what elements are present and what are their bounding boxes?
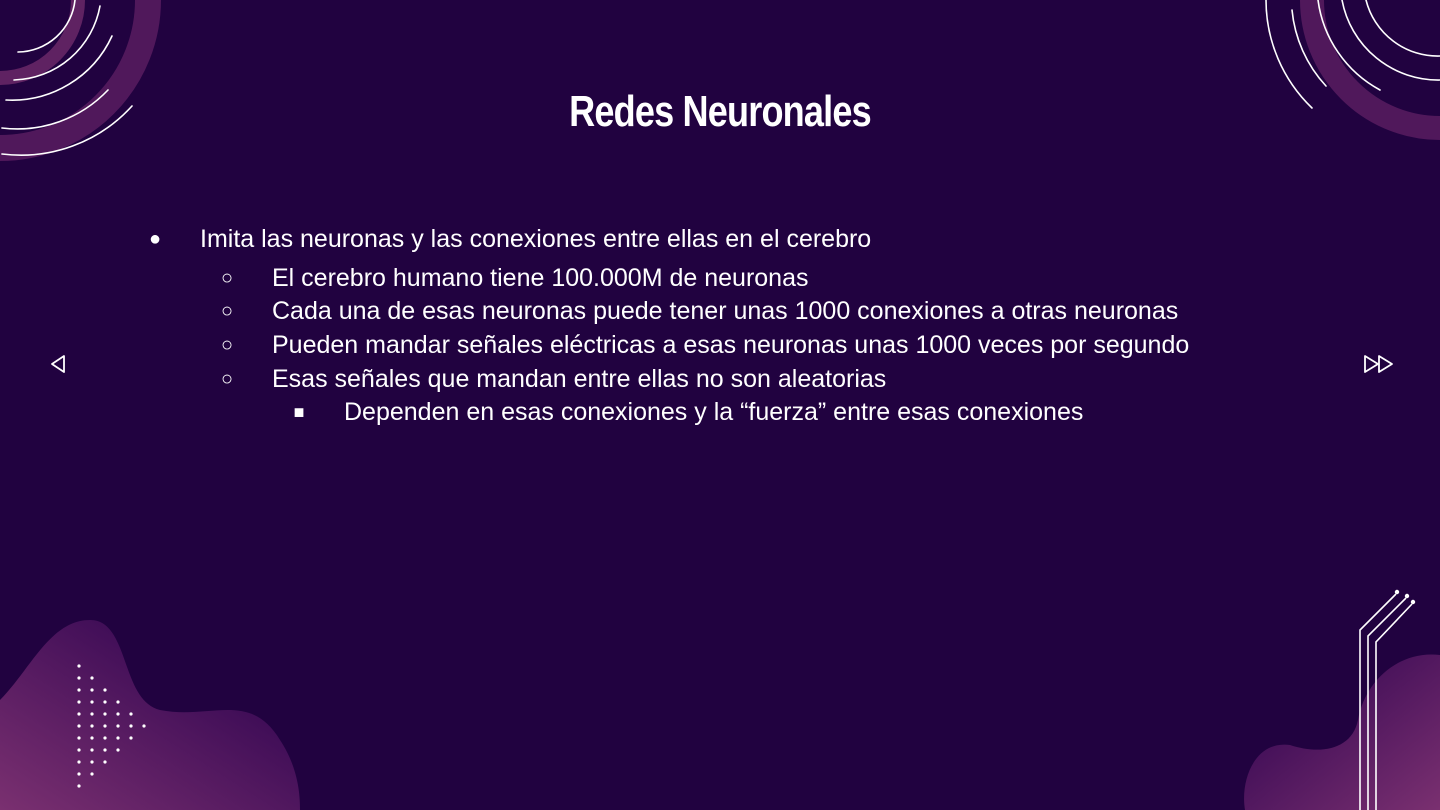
bottom-left-blob: [0, 620, 300, 810]
prev-slide-button[interactable]: [36, 346, 80, 382]
bullet-text: Esas señales que mandan entre ellas no son aleatorias: [272, 365, 887, 393]
bullet-marker: ■: [293, 402, 305, 422]
bullet-text: El cerebro humano tiene 100.000M de neuronas: [272, 264, 809, 292]
bullet-text: Pueden mandar señales eléctricas a esas neuronas unas 1000 veces por segundo: [272, 331, 1190, 359]
bullet-text: Dependen en esas conexiones y la “fuerza” entre esas conexiones: [344, 398, 1084, 426]
fast-forward-icon: [1362, 353, 1398, 375]
slide-title: Redes Neuronales: [569, 87, 871, 136]
bottom-right-blob: [1244, 654, 1440, 810]
top-left-arcs: [0, 0, 148, 155]
bullet-marker: ○: [220, 267, 234, 289]
next-slide-button[interactable]: [1358, 346, 1402, 382]
circuit-lines: [1360, 594, 1412, 810]
bullet-text: Imita las neuronas y las conexiones entre ellas en el cerebro: [200, 225, 872, 253]
triangle-left-icon: [48, 353, 68, 375]
dot-grid: [77, 664, 145, 787]
bullet-marker: ○: [220, 300, 234, 322]
bullet-marker: ●: [148, 228, 162, 250]
bullet-marker: ○: [220, 368, 234, 390]
bullet-text: Cada una de esas neuronas puede tener unas 1000 conexiones a otras neuronas: [272, 297, 1179, 325]
bullet-marker: ○: [220, 334, 234, 356]
